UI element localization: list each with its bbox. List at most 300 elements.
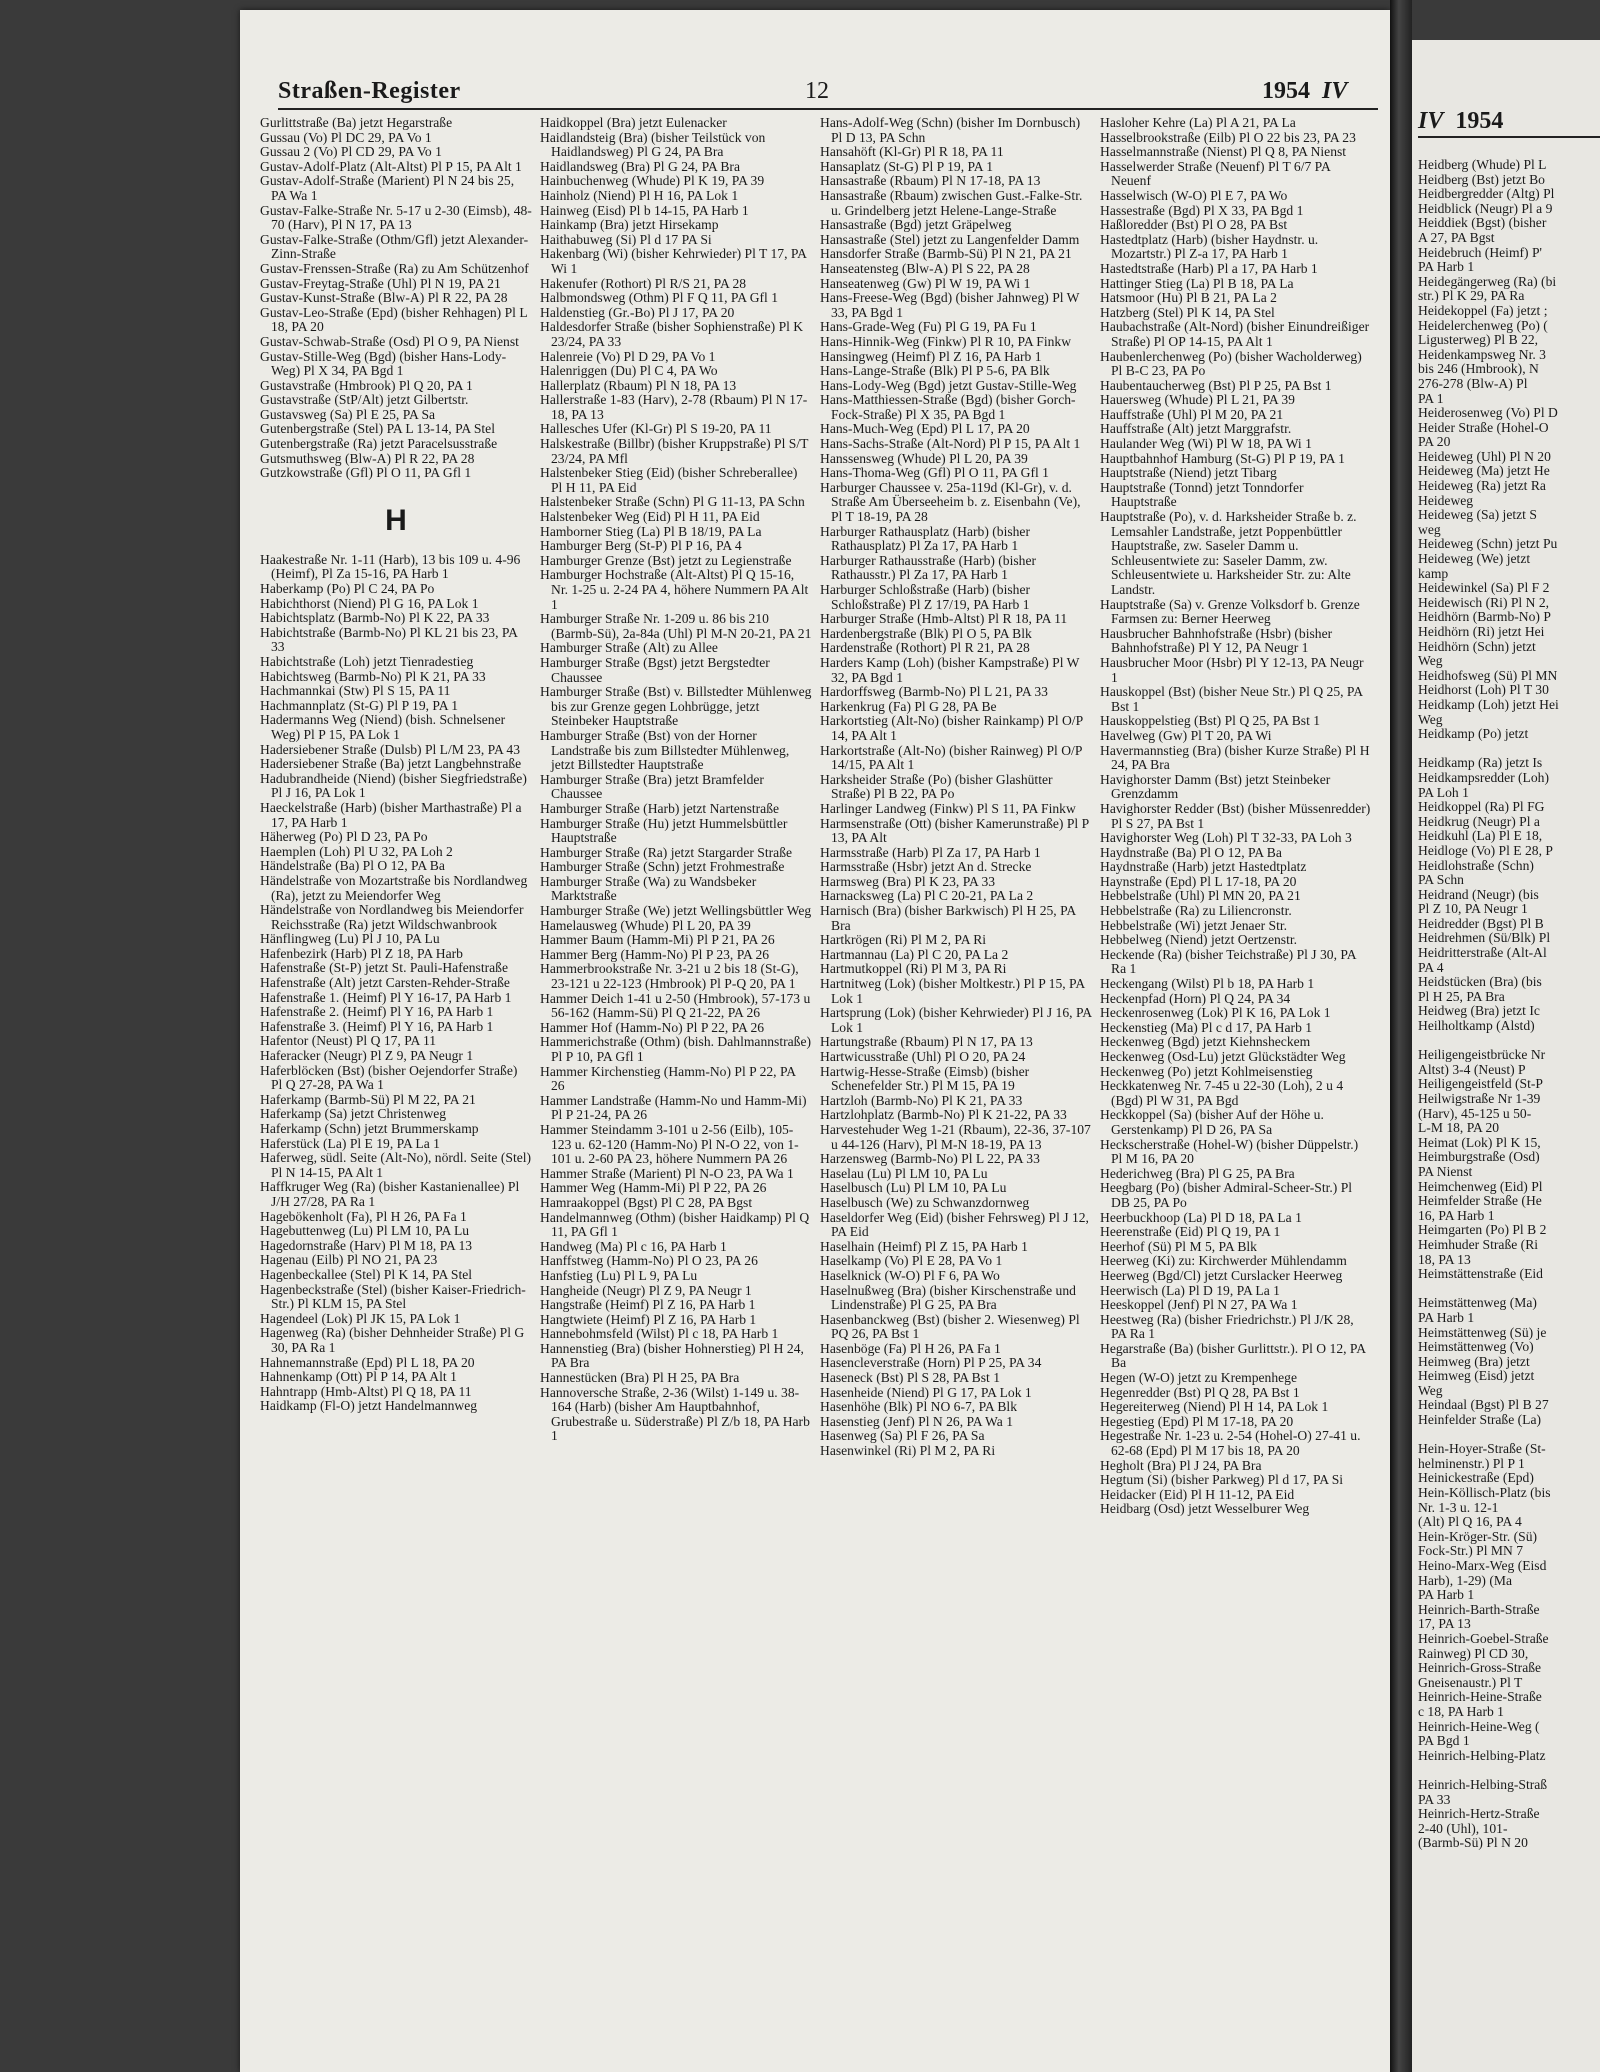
street-entry: Heidelerchenweg (Po) (: [1418, 317, 1548, 333]
street-entry: 18, PA 13: [1418, 1251, 1471, 1267]
street-entry: Hastedtstraße (Harb) Pl a 17, PA Harb 1: [1100, 260, 1318, 276]
street-entry: Haferstück (La) Pl E 19, PA La 1: [260, 1135, 440, 1151]
street-entry: Hammer Straße (Marient) Pl N-O 23, PA Wa 1: [540, 1165, 794, 1181]
street-entry: PA Harb 1: [1418, 1587, 1475, 1603]
street-entry: Hamborner Stieg (La) Pl B 18/19, PA La: [540, 523, 762, 539]
street-entry: Halskestraße (Billbr) (bisher Kruppstraße) Pl S/T 23/24, PA Mfl: [540, 436, 809, 466]
street-entry: Hahntrapp (Hmb-Altst) Pl Q 18, PA 11: [260, 1383, 472, 1399]
street-entry: Weg: [1418, 1382, 1443, 1398]
register-page: [240, 10, 1390, 2072]
street-entry: Hauptbahnhof Hamburg (St-G) Pl P 19, PA 1: [1100, 450, 1345, 466]
street-entry: PA 33: [1418, 1791, 1451, 1807]
street-entry: Hein-Kröger-Str. (Sü): [1418, 1528, 1538, 1544]
street-entry: Hastedtplatz (Harb) (bisher Haydnstr. u. Mozartstr.) Pl Z-a 17, PA Harb 1: [1100, 231, 1319, 262]
street-entry: Heidkoppel (Ra) Pl FG: [1418, 799, 1545, 815]
street-entry: Heidloge (Vo) Pl E 28, P: [1418, 842, 1553, 858]
street-entry: Hartzlohplatz (Barmb-No) Pl K 21-22, PA 33: [820, 1107, 1067, 1123]
street-entry: Hasenweg (Sa) Pl F 26, PA Sa: [820, 1428, 985, 1444]
street-entry: Heinrich-Helbing-Straß: [1418, 1776, 1548, 1792]
street-entry: Heckenpfad (Horn) Pl Q 24, PA 34: [1100, 990, 1291, 1006]
street-entry: Handweg (Ma) Pl c 16, PA Harb 1: [540, 1238, 727, 1254]
street-entry: Hans-Lody-Weg (Bgd) jetzt Gustav-Stille-Weg: [820, 377, 1077, 393]
street-entry: Hasenheide (Niend) Pl G 17, PA Lok 1: [820, 1384, 1032, 1400]
street-entry: Habichtsweg (Barmb-No) Pl K 21, PA 33: [260, 668, 486, 684]
street-entry: Hammerbrookstraße Nr. 3-21 u 2 bis 18 (St-G), 23-121 u 22-123 (Hmbrook) Pl P-Q 20, PA 1: [540, 961, 799, 992]
street-entry: Hegestieg (Epd) Pl M 17-18, PA 20: [1100, 1413, 1294, 1429]
street-entry: Hardenbergstraße (Blk) Pl O 5, PA Blk: [820, 625, 1032, 641]
street-entry: Heidberg (Bst) jetzt Bo: [1418, 171, 1545, 187]
street-entry: Hauptstraße (Niend) jetzt Tibarg: [1100, 465, 1277, 481]
street-entry: Heideweg (We) jetzt: [1418, 551, 1531, 567]
street-entry: Haferkamp (Barmb-Sü) Pl M 22, PA 21: [260, 1091, 476, 1107]
street-entry: Heiddiek (Bgst) (bisher: [1418, 215, 1547, 231]
street-entry: Hannenstieg (Bra) (bisher Hohnerstieg) Pl H 24, PA Bra: [540, 1340, 804, 1371]
street-entry: [1418, 1428, 1600, 1443]
street-entry: Heidebruch (Heimf) P': [1418, 244, 1542, 260]
street-entry: Heerenstraße (Eid) Pl Q 19, PA 1: [1100, 1224, 1281, 1240]
street-entry: Heidritterstraße (Alt-Al: [1418, 945, 1547, 961]
street-entry: Gustav-Falke-Straße Nr. 5-17 u 2-30 (Eimsb), 48-70 (Harv), Pl N 17, PA 13: [260, 202, 532, 233]
street-entry: Hainholz (Niend) Pl H 16, PA Lok 1: [540, 187, 739, 203]
street-entry: Harburger Straße (Hmb-Altst) Pl R 18, PA 11: [820, 611, 1068, 627]
street-entry: Hebbelstraße (Uhl) Pl MN 20, PA 21: [1100, 888, 1301, 904]
street-entry: kamp: [1418, 565, 1449, 581]
street-entry: Harmsstraße (Harb) Pl Za 17, PA Harb 1: [820, 844, 1041, 860]
street-entry: Hanffstweg (Hamm-No) Pl O 23, PA 26: [540, 1253, 758, 1269]
street-entry: Hauffstraße (Alt) jetzt Marggrafstr.: [1100, 421, 1292, 437]
street-entry: Hans-Lange-Straße (Blk) Pl P 5-6, PA Blk: [820, 363, 1050, 379]
street-entry: PA 1: [1418, 390, 1444, 406]
street-entry: Hadermanns Weg (Niend) (bish. Schnelsener Weg) Pl P 15, PA Lok 1: [260, 712, 506, 742]
street-entry: Haubenlerchenweg (Po) (bisher Wacholderweg) Pl B-C 23, PA Po: [1100, 348, 1362, 379]
street-entry: Hebbelstraße (Ra) zu Liliencronstr.: [1100, 903, 1292, 919]
street-entry: Haidkamp (Fl-O) jetzt Handelmannweg: [260, 1398, 478, 1414]
facing-header-rule: [1418, 136, 1600, 138]
street-entry: bis 246 (Hmbrook), N: [1418, 361, 1539, 377]
street-entry: Habichtstraße (Loh) jetzt Tienradestieg: [260, 654, 474, 669]
street-entry: Hegenredder (Bst) Pl Q 28, PA Bst 1: [1100, 1384, 1300, 1400]
street-entry: Händelstraße von Mozartstraße bis Nordlandweg (Ra), jetzt zu Meiendorfer Weg: [260, 872, 528, 903]
street-entry: Hafenstraße 2. (Heimf) Pl Y 16, PA Harb 1: [260, 1004, 494, 1020]
street-entry: Hatsmoor (Hu) Pl B 21, PA La 2: [1100, 290, 1277, 306]
street-entry: Hahnenkamp (Ott) Pl P 14, PA Alt 1: [260, 1369, 457, 1385]
street-entry: Harkortstieg (Alt-No) (bisher Rainkamp) Pl O/P 14, PA Alt 1: [820, 713, 1083, 743]
street-entry: Hafentor (Neust) Pl Q 17, PA 11: [260, 1033, 437, 1049]
street-entry: Hanfstieg (Lu) Pl L 9, PA Lu: [540, 1267, 698, 1283]
street-entry: Heidhofsweg (Sü) Pl MN: [1418, 667, 1558, 683]
street-entry: Hein-Köllisch-Platz (bis: [1418, 1485, 1551, 1501]
street-entry: Haldenstieg (Gr.-Bo) Pl J 17, PA 20: [540, 304, 735, 320]
street-entry: Hagenweg (Ra) (bisher Dehnheider Straße) Pl G 30, PA Ra 1: [260, 1325, 525, 1355]
street-entry: Hebbelweg (Niend) jetzt Oertzenstr.: [1100, 932, 1298, 948]
street-entry: Gutzkowstraße (Gfl) Pl O 11, PA Gfl 1: [260, 465, 472, 481]
street-entry: PA Harb 1: [1418, 1309, 1475, 1325]
street-entry: Hansastraße (Stel) jetzt zu Langenfelder Damm: [820, 231, 1080, 247]
street-entry: Hans-Adolf-Weg (Schn) (bisher Im Dornbusch) Pl D 13, PA Schn: [820, 115, 1081, 145]
page-year: 1954 IV: [1262, 78, 1348, 104]
street-entry: Heestweg (Ra) (bisher Friedrichstr.) Pl J/K 28, PA Ra 1: [1100, 1311, 1354, 1342]
street-entry: Hammer Deich 1-41 u 2-50 (Hmbrook), 57-173 u 56-162 (Hamm-Sü) Pl Q 21-22, PA 26: [540, 990, 811, 1021]
street-entry: Heilwigstraße Nr 1-39: [1418, 1091, 1541, 1106]
street-entry: Hauffstraße (Uhl) Pl M 20, PA 21: [1100, 406, 1284, 422]
street-entry: Hadersiebener Straße (Dulsb) Pl L/M 23, PA 43: [260, 741, 521, 757]
street-entry: Hänflingweg (Lu) Pl J 10, PA Lu: [260, 931, 440, 947]
street-entry: Heiderosenweg (Vo) Pl D: [1418, 405, 1558, 421]
street-entry: Heideweg (Ma) jetzt He: [1418, 463, 1550, 479]
street-entry: Händelstraße von Nordlandweg bis Meiendorfer Reichsstraße (Ra) jetzt Wildschwanbrook: [260, 902, 524, 932]
street-entry: Harksheider Straße (Po) (bisher Glashütter Straße) Pl B 22, PA Po: [820, 771, 1053, 802]
street-entry: Hasencleverstraße (Horn) Pl P 25, PA 34: [820, 1355, 1042, 1371]
street-entry: Hartmutkoppel (Ri) Pl M 3, PA Ri: [820, 961, 1007, 977]
column-1-entries-h: [260, 553, 532, 1414]
street-entry: Hans-Hinnik-Weg (Finkw) Pl R 10, PA Finkw: [820, 333, 1072, 349]
street-entry: Hans-Thoma-Weg (Gfl) Pl O 11, PA Gfl 1: [820, 465, 1049, 481]
street-entry: Heinrich-Heine-Weg (: [1418, 1718, 1540, 1734]
street-entry: Harmsstraße (Hsbr) jetzt An d. Strecke: [820, 859, 1032, 875]
street-entry: Hatzberg (Stel) Pl K 14, PA Stel: [1100, 304, 1275, 320]
street-entry: Hansahöft (Kl-Gr) Pl R 18, PA 11: [820, 144, 1004, 160]
street-entry: Heidenkampsweg Nr. 3: [1418, 346, 1546, 362]
street-entry: Hasenböge (Fa) Pl H 26, PA Fa 1: [820, 1340, 1001, 1356]
street-entry: Haselkamp (Vo) Pl E 28, PA Vo 1: [820, 1253, 1003, 1269]
street-entry: Heckenweg (Osd-Lu) jetzt Glückstädter Weg: [1100, 1049, 1346, 1064]
street-entry: Hammer Steindamm 3-101 u 2-56 (Eilb), 105-123 u. 62-120 (Hamm-No) Pl N-O 22, von 1-101 u. 2-60 PA 23, höhere Nummern PA 26: [540, 1121, 799, 1167]
street-entry: Hamburger Straße (Bra) jetzt Bramfelder Chaussee: [540, 771, 764, 802]
street-entry: [1418, 1282, 1600, 1297]
street-entry: Hasselmannstraße (Nienst) Pl Q 8, PA Nienst: [1100, 144, 1347, 160]
street-entry: Heidhörn (Schn) jetzt: [1418, 638, 1536, 654]
street-entry: Hauskoppel (Bst) (bisher Neue Str.) Pl Q 25, PA Bst 1: [1100, 684, 1363, 714]
street-entry: Hansastraße (Rbaum) Pl N 17-18, PA 13: [820, 173, 1041, 189]
street-entry: Haeckelstraße (Harb) (bisher Marthastraße) Pl a 17, PA Harb 1: [260, 799, 522, 830]
street-entry: Hansastraße (Bgd) jetzt Gräpelweg: [820, 217, 1012, 233]
street-entry: Heidweg (Bra) jetzt Ic: [1418, 1003, 1540, 1019]
street-entry: Gutenbergstraße (Stel) PA L 13-14, PA Stel: [260, 421, 495, 437]
street-entry: Harnacksweg (La) Pl C 20-21, PA La 2: [820, 888, 1034, 904]
street-entry: Hamburger Straße (Alt) zu Allee: [540, 640, 718, 656]
street-entry: Haubentaucherweg (Bst) Pl P 25, PA Bst 1: [1100, 377, 1332, 393]
street-entry: Heidkrug (Neugr) Pl a: [1418, 813, 1540, 829]
street-entry: Halstenbeker Stieg (Eid) (bisher Schreberallee) Pl H 11, PA Eid: [540, 465, 798, 495]
street-entry: Haydnstraße (Ba) Pl O 12, PA Ba: [1100, 844, 1282, 860]
street-entry: Hauptstraße (Po), v. d. Harksheider Straße b. z. Lemsahler Landstraße, jetzt Poppenbüttler Hauptstraße, zw. Saseler Damm u. Schleusentwiete zu: Saseler Damm, zw. Schleusentwiete u. Harksheider Str. zu: Alte Landstr.: [1100, 509, 1357, 597]
street-entry: Heidhörn (Barmb-No) P: [1418, 609, 1551, 625]
street-entry: L-M 18, PA 20: [1418, 1120, 1500, 1136]
street-entry: Gustav-Adolf-Platz (Alt-Altst) Pl P 15, PA Alt 1: [260, 158, 522, 174]
street-entry: Harnisch (Bra) (bisher Barkwisch) Pl H 25, PA Bra: [820, 903, 1076, 933]
street-entry: Heckenweg (Po) jetzt Kohlmeisenstieg: [1100, 1063, 1313, 1079]
street-entry: Heimfelder Straße (He: [1418, 1193, 1542, 1209]
street-entry: Hainkamp (Bra) jetzt Hirsekamp: [540, 217, 719, 233]
street-entry: Hansdorfer Straße (Barmb-Sü) Pl N 21, PA 21: [820, 246, 1072, 262]
street-entry: Gustav-Leo-Straße (Epd) (bisher Rehhagen) Pl L 18, PA 20: [260, 304, 528, 335]
header-rule: [278, 108, 1378, 110]
street-entry: Hauskoppelstieg (Bst) Pl Q 25, PA Bst 1: [1100, 713, 1321, 729]
street-entry: Harb), 1-29) (Ma: [1418, 1572, 1512, 1588]
street-entry: Nr. 1-3 u. 12-1: [1418, 1499, 1499, 1515]
column-1: [260, 116, 532, 1414]
street-entry: Heidhorst (Loh) Pl T 30: [1418, 682, 1549, 698]
street-entry: Gneisenaustr.) Pl T: [1418, 1674, 1523, 1690]
page-number: 12: [805, 78, 829, 104]
street-entry: Hammer Baum (Hamm-Mi) Pl P 21, PA 26: [540, 932, 775, 948]
street-entry: Gussau 2 (Vo) Pl CD 29, PA Vo 1: [260, 144, 442, 160]
street-entry: PA Bgd 1: [1418, 1733, 1470, 1749]
street-entry: Heckkoppel (Sa) (bisher Auf der Höhe u. Gerstenkamp) Pl D 26, PA Sa: [1100, 1107, 1324, 1137]
street-entry: Heimgarten (Po) Pl B 2: [1418, 1222, 1547, 1238]
street-entry: Hanseatenweg (Gw) Pl W 19, PA Wi 1: [820, 275, 1031, 291]
street-entry: Gustav-Adolf-Straße (Marient) Pl N 24 bis 25, PA Wa 1: [260, 173, 515, 203]
street-entry: Hamburger Straße (Ra) jetzt Stargarder Straße: [540, 844, 793, 860]
street-entry: Hamburger Grenze (Bst) jetzt zu Legienstraße: [540, 552, 792, 568]
street-entry: Hamburger Straße (We) jetzt Wellingsbüttler Weg: [540, 903, 812, 919]
street-entry: Gustav-Falke-Straße (Othm/Gfl) jetzt Alexander-Zinn-Straße: [260, 231, 529, 262]
facing-column: [1418, 158, 1600, 1851]
street-entry: Pl H 25, PA Bra: [1418, 988, 1505, 1004]
street-entry: [1418, 1763, 1600, 1778]
street-entry: Havermannstieg (Bra) (bisher Kurze Straße) Pl H 24, PA Bra: [1100, 742, 1370, 773]
street-entry: Hadubrandheide (Niend) (bisher Siegfriedstraße) Pl J 16, PA Lok 1: [260, 770, 527, 801]
street-entry: Heideweg (Schn) jetzt Pu: [1418, 536, 1558, 552]
street-entry: Hasselwisch (W-O) Pl E 7, PA Wo: [1100, 187, 1288, 203]
street-entry: Hansingweg (Heimf) Pl Z 16, PA Harb 1: [820, 348, 1042, 364]
street-entry: Händelstraße (Ba) Pl O 12, PA Ba: [260, 858, 445, 874]
street-entry: Fock-Str.) Pl MN 7: [1418, 1543, 1523, 1559]
street-entry: Heiligengeistbrücke Nr: [1418, 1047, 1546, 1063]
street-entry: Heimhuder Straße (Ri: [1418, 1236, 1539, 1252]
page-title: Straßen-Register: [278, 78, 461, 104]
street-entry: Hadersiebener Straße (Ba) jetzt Langbehnstraße: [260, 756, 522, 772]
street-entry: Haydnstraße (Harb) jetzt Hastedtplatz: [1100, 859, 1307, 875]
street-entry: Heidacker (Eid) Pl H 11-12, PA Eid: [1100, 1486, 1295, 1502]
street-entry: Haldesdorfer Straße (bisher Sophienstraße) Pl K 23/24, PA 33: [540, 319, 804, 349]
street-entry: Hegereiterweg (Niend) Pl H 14, PA Lok 1: [1100, 1399, 1329, 1415]
street-entry: Hallerstraße 1-83 (Harv), 2-78 (Rbaum) Pl N 17-18, PA 13: [540, 392, 808, 422]
street-entry: PA Schn: [1418, 872, 1464, 888]
street-entry: Heideweg (Uhl) Pl N 20: [1418, 448, 1551, 464]
street-entry: Heimweg (Eisd) jetzt: [1418, 1368, 1535, 1384]
street-entry: Haakestraße Nr. 1-11 (Harb), 13 bis 109 u. 4-96 (Heimf), Pl Za 15-16, PA Harb 1: [260, 551, 521, 582]
street-entry: PA 4: [1418, 959, 1444, 975]
street-entry: Hauptstraße (Sa) v. Grenze Volksdorf b. Grenze Farmsen zu: Berner Heerweg: [1100, 596, 1360, 627]
street-entry: Hauersweg (Whude) Pl L 21, PA 39: [1100, 392, 1295, 408]
street-entry: Hannoversche Straße, 2-36 (Wilst) 1-149 u. 38-164 (Harb) (bisher Am Hauptbahnhof, Grubestraße u. Süderstraße) Pl Z/b 18, PA Harb 1: [540, 1384, 810, 1444]
street-entry: Hallerplatz (Rbaum) Pl N 18, PA 13: [540, 377, 737, 393]
street-entry: Hamburger Straße (Bst) von der Horner Landstraße bis zum Billstedter Mühlenweg, jetzt Billstedter Hauptstraße: [540, 727, 790, 773]
street-entry: Hagebökenholt (Fa), Pl H 26, PA Fa 1: [260, 1208, 467, 1224]
street-entry: Heckenstieg (Ma) Pl c d 17, PA Harb 1: [1100, 1019, 1313, 1035]
street-entry: Hans-Sachs-Straße (Alt-Nord) Pl P 15, PA Alt 1: [820, 436, 1081, 452]
street-entry: Hainweg (Eisd) Pl b 14-15, PA Harb 1: [540, 202, 749, 218]
street-entry: Hans-Much-Weg (Epd) Pl L 17, PA 20: [820, 421, 1030, 437]
street-entry: 17, PA 13: [1418, 1616, 1471, 1632]
street-entry: Gustavsweg (Sa) Pl E 25, PA Sa: [260, 406, 436, 422]
street-entry: Harders Kamp (Loh) (bisher Kampstraße) Pl W 32, PA Bgd 1: [820, 654, 1080, 685]
street-entry: Heidkamp (Ra) jetzt Is: [1418, 755, 1543, 771]
street-entry: Hahnemannstraße (Epd) Pl L 18, PA 20: [260, 1354, 475, 1370]
street-entry: Hassestraße (Bgd) Pl X 33, PA Bgd 1: [1100, 202, 1304, 218]
street-entry: Heckscherstraße (Hohel-W) (bisher Düppelstr.) Pl M 16, PA 20: [1100, 1136, 1359, 1167]
street-entry: Heidekoppel (Fa) jetzt ;: [1418, 302, 1548, 318]
street-entry: Hasselwerder Straße (Neuenf) Pl T 6/7 PA Neuenf: [1100, 158, 1331, 189]
street-entry: Hausbrucher Moor (Hsbr) Pl Y 12-13, PA Neugr 1: [1100, 654, 1364, 685]
street-entry: Halstenbeker Weg (Eid) Pl H 11, PA Eid: [540, 509, 760, 525]
street-entry: Heimchenweg (Eid) Pl: [1418, 1178, 1543, 1194]
street-entry: Harmsweg (Bra) Pl K 23, PA 33: [820, 873, 996, 889]
street-entry: Haferblöcken (Bst) (bisher Oejendorfer Straße) Pl Q 27-28, PA Wa 1: [260, 1062, 518, 1093]
street-entry: Heerweg (Bgd/Cl) jetzt Curslacker Heerweg: [1100, 1267, 1343, 1283]
street-entry: Haferkamp (Schn) jetzt Brummerskamp: [260, 1121, 479, 1136]
street-entry: Heimstättenweg (Vo): [1418, 1339, 1534, 1355]
street-entry: Heideweg (Sa) jetzt S: [1418, 507, 1537, 523]
street-entry: str.) Pl K 29, PA Ra: [1418, 288, 1525, 304]
street-entry: Heinickestraße (Epd): [1418, 1470, 1534, 1486]
street-entry: Weg: [1418, 711, 1443, 727]
facing-page-header: IV 1954: [1418, 108, 1504, 134]
street-entry: Hachmannplatz (St-G) Pl P 19, PA 1: [260, 697, 458, 713]
street-entry: Hamburger Straße (Bst) v. Billstedter Mühlenweg bis zur Grenze gegen Lohbrügge, jetzt Steinbeker Hauptstraße: [540, 684, 812, 729]
street-entry: Hagedornstraße (Harv) Pl M 18, PA 13: [260, 1237, 473, 1253]
street-entry: Heidblick (Neugr) Pl a 9: [1418, 200, 1553, 216]
street-entry: Hamburger Berg (St-P) Pl P 16, PA 4: [540, 538, 742, 554]
street-entry: Hardenstraße (Rothort) Pl R 21, PA 28: [820, 640, 1030, 656]
street-entry: Heerbuckhoop (La) Pl D 18, PA La 1: [1100, 1209, 1302, 1225]
street-entry: Heegbarg (Po) (bisher Admiral-Scheer-Str.) Pl DB 25, PA Po: [1100, 1180, 1353, 1210]
street-entry: Hannebohmsfeld (Wilst) Pl c 18, PA Harb 1: [540, 1326, 779, 1342]
street-entry: Hasenbanckweg (Bst) (bisher 2. Wiesenweg) Pl PQ 26, PA Bst 1: [820, 1311, 1080, 1342]
street-entry: Haferkamp (Sa) jetzt Christenweg: [260, 1106, 447, 1122]
street-entry: Heidstücken (Bra) (bis: [1418, 974, 1542, 990]
street-entry: Altst) 3-4 (Neust) P: [1418, 1061, 1526, 1077]
street-entry: Hasselbrookstraße (Eilb) Pl O 22 bis 23, PA 23: [1100, 129, 1356, 145]
street-entry: Hakenbarg (Wi) (bisher Kehrwieder) Pl T 17, PA Wi 1: [540, 246, 807, 276]
street-entry: Harlinger Landweg (Finkw) Pl S 11, PA Finkw: [820, 800, 1076, 816]
street-entry: Heiligengeistfeld (St-P: [1418, 1076, 1543, 1092]
street-entry: Hagenbeckallee (Stel) Pl K 14, PA Stel: [260, 1266, 473, 1282]
street-entry: Harvestehuder Weg 1-21 (Rbaum), 22-36, 37-107 u 44-126 (Harv), Pl M-N 18-19, PA 13: [820, 1121, 1091, 1152]
street-entry: Haemplen (Loh) Pl U 32, PA Loh 2: [260, 843, 453, 859]
street-entry: Heidrand (Neugr) (bis: [1418, 886, 1539, 902]
street-entry: Hausbrucher Bahnhofstraße (Hsbr) (bisher Bahnhofstraße) Pl Y 12, PA Neugr 1: [1100, 625, 1333, 656]
street-entry: Gustavstraße (StP/Alt) jetzt Gilbertstr.: [260, 392, 469, 408]
street-entry: weg: [1418, 521, 1441, 537]
street-entry: Heckkatenweg Nr. 7-45 u 22-30 (Loh), 2 u 4 (Bgd) Pl W 31, PA Bgd: [1100, 1078, 1344, 1108]
street-entry: Hammer Weg (Hamm-Mi) Pl P 22, PA 26: [540, 1180, 767, 1196]
street-entry: Haferacker (Neugr) Pl Z 9, PA Neugr 1: [260, 1048, 474, 1064]
street-entry: Hafenstraße 3. (Heimf) Pl Y 16, PA Harb 1: [260, 1018, 494, 1034]
street-entry: Haßloredder (Bst) Pl O 28, PA Bst: [1100, 217, 1288, 233]
street-entry: Heckengang (Wilst) Pl b 18, PA Harb 1: [1100, 976, 1315, 992]
street-entry: Hasenhöhe (Blk) Pl NO 6-7, PA Blk: [820, 1399, 1017, 1415]
street-entry: Heimburgstraße (Osd): [1418, 1149, 1540, 1165]
street-entry: Hammer Hof (Hamm-No) Pl P 22, PA 26: [540, 1019, 765, 1035]
street-entry: Pl Z 10, PA Neugr 1: [1418, 901, 1528, 917]
street-entry: Heidbergredder (Altg) Pl: [1418, 186, 1555, 202]
street-entry: Hamelausweg (Whude) Pl L 20, PA 39: [540, 917, 751, 933]
street-entry: Heinrich-Gross-Straße: [1418, 1660, 1542, 1676]
column-4: [1100, 116, 1372, 1517]
street-entry: Hamburger Straße (Wa) zu Wandsbeker Marktstraße: [540, 873, 757, 904]
street-entry: Harkenkrug (Fa) Pl G 28, PA Be: [820, 698, 997, 714]
street-entry: Heidegängerweg (Ra) (bi: [1418, 273, 1557, 289]
street-entry: PA 20: [1418, 434, 1451, 450]
street-entry: Habichthorst (Niend) Pl G 16, PA Lok 1: [260, 595, 479, 611]
street-entry: Hammer Kirchenstieg (Hamm-No) Pl P 22, PA 26: [540, 1063, 796, 1094]
street-entry: Heider Straße (Hohel-O: [1418, 419, 1549, 435]
street-entry: Gustav-Frenssen-Straße (Ra) zu Am Schützenhof: [260, 260, 529, 276]
street-entry: Hanssensweg (Whude) Pl L 20, PA 39: [820, 450, 1028, 466]
street-entry: Hans-Matthiessen-Straße (Bgd) (bisher Gorch-Fock-Straße) Pl X 35, PA Bgd 1: [820, 392, 1076, 422]
street-entry: Habichtsplatz (Barmb-No) Pl K 22, PA 33: [260, 610, 490, 626]
street-entry: Heinrich-Helbing-Platz: [1418, 1747, 1546, 1763]
street-entry: Hartzloh (Barmb-No) Pl K 21, PA 33: [820, 1092, 1023, 1108]
street-entry: Hegholt (Bra) Pl J 24, PA Bra: [1100, 1457, 1262, 1473]
street-entry: Haselnußweg (Bra) (bisher Kirschenstraße und Lindenstraße) Pl G 25, PA Bra: [820, 1282, 1076, 1313]
street-entry: Heidewisch (Ri) Pl N 2,: [1418, 594, 1550, 610]
street-entry: Heerhof (Sü) Pl M 5, PA Blk: [1100, 1238, 1257, 1254]
column-1-entries-g: [260, 116, 532, 481]
street-entry: Heerweg (Ki) zu: Kirchwerder Mühlendamm: [1100, 1253, 1347, 1269]
street-entry: Heidredder (Bgst) Pl B: [1418, 915, 1544, 931]
street-entry: Gutenbergstraße (Ra) jetzt Paracelsusstraße: [260, 436, 498, 452]
street-entry: Heidberg (Whude) Pl L: [1418, 157, 1547, 172]
street-entry: Heinfelder Straße (La): [1418, 1412, 1542, 1428]
street-entry: Havighorster Weg (Loh) Pl T 32-33, PA Loh 3: [1100, 830, 1352, 846]
street-entry: Hangstraße (Heimf) Pl Z 16, PA Harb 1: [540, 1297, 756, 1313]
section-letter-h: H: [385, 503, 407, 537]
street-entry: Heinrich-Heine-Straße: [1418, 1689, 1542, 1705]
street-entry: Handelmannweg (Othm) (bisher Haidkamp) Pl Q 11, PA Gfl 1: [540, 1209, 810, 1240]
street-entry: Heinrich-Barth-Straße: [1418, 1601, 1540, 1617]
street-entry: Hagendeel (Lok) Pl JK 15, PA Lok 1: [260, 1310, 461, 1326]
street-entry: Heckenweg (Bgd) jetzt Kiehnsheckem: [1100, 1034, 1311, 1050]
street-entry: Hannestücken (Bra) Pl H 25, PA Bra: [540, 1370, 740, 1386]
street-entry: Heidkampsredder (Loh): [1418, 769, 1549, 785]
street-entry: Hangheide (Neugr) Pl Z 9, PA Neugr 1: [540, 1282, 752, 1298]
facing-page: [1412, 40, 1600, 2072]
street-entry: Hamburger Straße Nr. 1-209 u. 86 bis 210 (Barmb-Sü), 2a-84a (Uhl) Pl M-N 20-21, PA 21: [540, 611, 812, 641]
street-entry: Hans-Grade-Weg (Fu) Pl G 19, PA Fu 1: [820, 319, 1037, 335]
street-entry: PA Loh 1: [1418, 784, 1469, 800]
street-entry: Haithabuweg (Si) Pl d 17 PA Si: [540, 231, 712, 247]
street-entry: Haselau (Lu) Pl LM 10, PA Lu: [820, 1165, 988, 1181]
street-entry: Hanseatensteg (Blw-A) Pl S 22, PA 28: [820, 260, 1030, 276]
street-entry: Hauptstraße (Tonnd) jetzt Tonndorfer Hauptstraße: [1100, 479, 1304, 510]
street-entry: Hamburger Straße (Harb) jetzt Nartenstraße: [540, 800, 780, 816]
street-entry: A 27, PA Bgst: [1418, 229, 1495, 245]
street-entry: Hangtwiete (Heimf) Pl Z 16, PA Harb 1: [540, 1311, 757, 1327]
street-entry: Haselknick (W-O) Pl F 6, PA Wo: [820, 1267, 1000, 1283]
street-entry: Heerwisch (La) Pl D 19, PA La 1: [1100, 1282, 1280, 1298]
book-gutter: [1390, 0, 1412, 2072]
street-entry: Haidlandsteig (Bra) (bisher Teilstück von Haidlandsweg) Pl G 24, PA Bra: [540, 129, 766, 160]
street-entry: 276-278 (Blw-A) Pl: [1418, 375, 1528, 391]
street-entry: Habichtstraße (Barmb-No) Pl KL 21 bis 23, PA 33: [260, 624, 518, 655]
street-entry: Harzensweg (Barmb-No) Pl L 22, PA 33: [820, 1151, 1040, 1167]
street-entry: Halenreie (Vo) Pl D 29, PA Vo 1: [540, 348, 716, 364]
street-entry: Hafenstraße 1. (Heimf) Pl Y 16-17, PA Harb 1: [260, 989, 512, 1005]
street-entry: Heidrehmen (Sü/Blk) Pl: [1418, 930, 1551, 946]
street-entry: Hegtum (Si) (bisher Parkweg) Pl d 17, PA Si: [1100, 1472, 1344, 1488]
street-entry: Heimstättenweg (Sü) je: [1418, 1324, 1547, 1340]
street-entry: Hafenstraße (Alt) jetzt Carsten-Rehder-Straße: [260, 975, 510, 991]
street-entry: helminenstr.) Pl P 1: [1418, 1455, 1525, 1471]
street-entry: (Barmb-Sü) Pl N 20: [1418, 1835, 1528, 1851]
street-entry: Heidkuhl (La) Pl E 18,: [1418, 828, 1543, 844]
street-entry: Harburger Schloßstraße (Harb) (bisher Schloßstraße) Pl Z 17/19, PA Harb 1: [820, 582, 1030, 612]
street-entry: Harmsenstraße (Ott) (bisher Kamerunstraße) Pl P 13, PA Alt: [820, 815, 1089, 846]
street-entry: Haselbusch (Lu) Pl LM 10, PA Lu: [820, 1180, 1007, 1196]
